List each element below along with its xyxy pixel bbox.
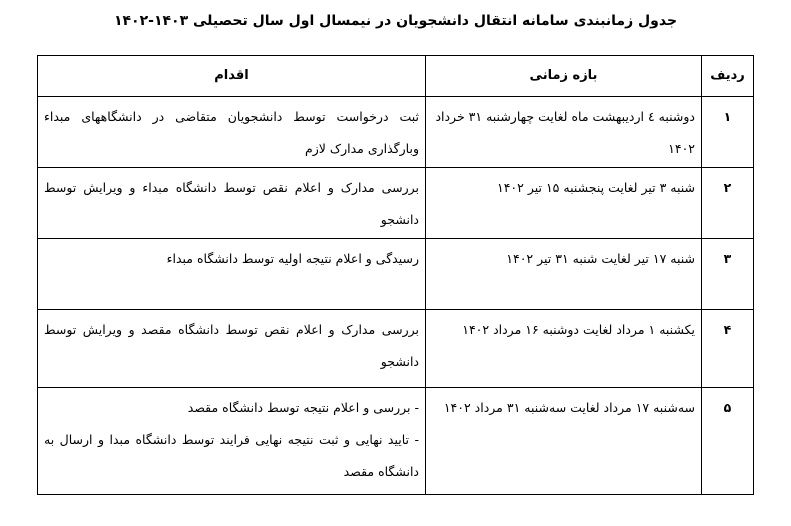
row-period: دوشنبه ٤ اردیبهشت ماه لغایت چهارشنبه ۳۱ خرداد ۱۴۰۲	[426, 97, 702, 168]
row-action	[38, 168, 426, 239]
table-row	[38, 310, 754, 388]
row-number: ۳	[702, 239, 754, 310]
row-action	[38, 310, 426, 388]
table-header-row	[38, 56, 754, 97]
row-period: سه‌شنبه ۱۷ مرداد لغایت سه‌شنبه ۳۱ مرداد ۱۴۰۲	[426, 388, 702, 495]
header-action: اقدام	[38, 56, 426, 97]
row-period: شنبه ۱۷ تیر لغایت شنبه ۳۱ تیر ۱۴۰۲	[426, 239, 702, 310]
table-row	[38, 168, 754, 239]
row-period: شنبه ۳ تیر لغایت پنجشنبه ۱۵ تیر ۱۴۰۲	[426, 168, 702, 239]
row-period: یکشنبه ۱ مرداد لغایت دوشنبه ۱۶ مرداد ۱۴۰۲	[426, 310, 702, 388]
action-line: رسیدگی و اعلام نتیجه اولیه توسط دانشگاه مبداء	[166, 251, 419, 266]
action-line: بررسی مدارک و اعلام نقص توسط دانشگاه مقصد و ویرایش توسط دانشجو	[44, 322, 419, 369]
row-action	[38, 388, 426, 495]
table-row	[38, 97, 754, 168]
table-row	[38, 239, 754, 310]
table-row	[38, 388, 754, 495]
action-line: ثبت درخواست توسط دانشجویان متقاضی در دانشگاههای مبداء وبارگذاری مدارک لازم	[44, 109, 419, 156]
document-title: جدول زمانبندی سامانه انتقال دانشجویان در نیمسال اول سال تحصیلی ۱۴۰۳-۱۴۰۲	[113, 13, 678, 29]
header-row-number: ردیف	[702, 56, 754, 97]
row-number: ۴	[702, 310, 754, 388]
action-line: - بررسی و اعلام نتیجه توسط دانشگاه مقصد	[187, 400, 419, 415]
action-line: - تایید نهایی و ثبت نتیجه نهایی فرایند توسط دانشگاه مبدا و ارسال به دانشگاه مقصد	[44, 432, 419, 479]
row-number: ۲	[702, 168, 754, 239]
row-number: ۵	[702, 388, 754, 495]
schedule-table	[37, 55, 754, 495]
row-number: ۱	[702, 97, 754, 168]
row-action	[38, 239, 426, 310]
row-action	[38, 97, 426, 168]
header-time-period: بازه زمانی	[426, 56, 702, 97]
action-line: بررسی مدارک و اعلام نقص توسط دانشگاه مبداء و ویرایش توسط دانشجو	[44, 180, 419, 227]
